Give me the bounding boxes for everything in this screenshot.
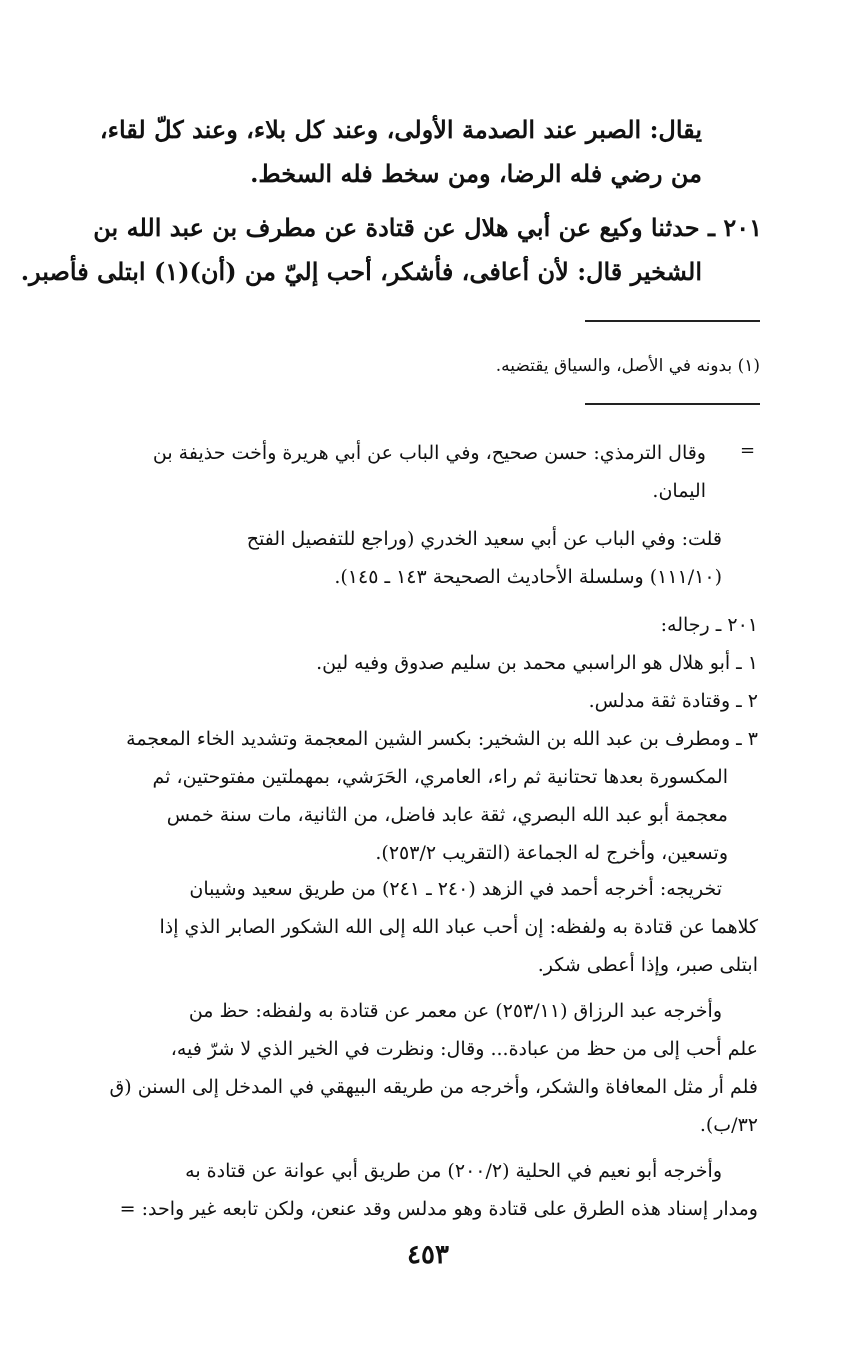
- text-line: وأخرجه أبو نعيم في الحلية (٢٠٠/٢) من طريق أبي عوانة عن قتادة به: [185, 1160, 722, 1182]
- main-paragraph-1: [66, 108, 702, 196]
- text-line: يقال: الصبر عند الصدمة الأولى، وعند كل بلاء، وعند كلّ لقاء،: [99, 115, 702, 144]
- text-line: ٢٠١ ـ حدثنا وكيع عن أبي هلال عن قتادة عن مطرف بن عبد الله بن: [93, 213, 762, 242]
- text-line: اليمان.: [652, 480, 706, 502]
- text-line: ٣٢/ب).: [699, 1114, 758, 1136]
- rijal-heading: ٢٠١ ـ رجاله:: [660, 614, 758, 636]
- rijal-item-2: ٢ ـ وقتادة ثقة مدلس.: [588, 690, 758, 712]
- text-line: قلت: وفي الباب عن أبي سعيد الخدري (وراجع للتفصيل الفتح: [246, 528, 722, 550]
- text-line: كلاهما عن قتادة به ولفظه: إن أحب عباد الله إلى الله الشكور الصابر الذي إذا: [159, 916, 758, 938]
- abdurrazzaq-paragraph: [66, 992, 758, 1144]
- text-line: تخريجه: أخرجه أحمد في الزهد (٢٤٠ ـ ٢٤١) من طريق سعيد وشيبان: [189, 878, 722, 900]
- page-number: ٤٥٣: [407, 1240, 449, 1270]
- text-line: ومدار إسناد هذه الطرق على قتادة وهو مدلس وقد عنعن، ولكن تابعه غير واحد: =: [119, 1198, 758, 1220]
- text-line: الشخير قال: لأن أعافى، فأشكر، أحب إليّ من (أن)(١) ابتلى فأصبر.: [20, 257, 702, 286]
- main-paragraph-2: [20, 206, 762, 294]
- text-line: علم أحب إلى من حظ من عبادة... وقال: ونظرت في الخير الذي لا شرّ فيه،: [170, 1038, 758, 1060]
- commentary-paragraph-tirmidhi: [66, 434, 706, 510]
- rijal-section: [66, 606, 758, 872]
- rijal-item-3: ٣ ـ ومطرف بن عبد الله بن الشخير: بكسر الشين المعجمة وتشديد الخاء المعجمة: [126, 728, 758, 750]
- abu-nuaym-paragraph: [66, 1152, 758, 1228]
- commentary-paragraph-qultu: [66, 520, 722, 596]
- text-line: المكسورة بعدها تحتانية ثم راء، العامري، الحَرَشي، بمهملتين مفتوحتين، ثم: [152, 766, 728, 788]
- text-line: وتسعين، وأخرج له الجماعة (التقريب ٢٥٣/٢).: [375, 842, 728, 864]
- footnote: [300, 352, 760, 380]
- takhrij-paragraph: [66, 870, 758, 984]
- text-line: معجمة أبو عبد الله البصري، ثقة عابد فاضل، من الثانية، مات سنة خمس: [166, 804, 728, 826]
- footnote-text: (١) بدونه في الأصل، والسياق يقتضيه.: [495, 356, 760, 376]
- footnote-rule: [585, 320, 760, 322]
- text-line: ابتلى صبر، وإذا أعطى شكر.: [537, 954, 758, 976]
- text-line: (١١١/١٠) وسلسلة الأحاديث الصحيحة ١٤٣ ـ ١٤٥).: [334, 566, 722, 588]
- commentary-rule: [585, 403, 760, 405]
- text-line: وقال الترمذي: حسن صحيح، وفي الباب عن أبي هريرة وأخت حذيفة بن: [152, 442, 706, 464]
- rijal-item-1: ١ ـ أبو هلال هو الراسبي محمد بن سليم صدوق وفيه لين.: [316, 652, 758, 674]
- text-line: من رضي فله الرضا، ومن سخط فله السخط.: [250, 159, 702, 188]
- text-line: وأخرجه عبد الرزاق (٢٥٣/١١) عن معمر عن قتادة به ولفظه: حظ من: [188, 1000, 722, 1022]
- text-line: فلم أر مثل المعافاة والشكر، وأخرجه من طريقه البيهقي في المدخل إلى السنن (ق: [109, 1076, 758, 1098]
- continuation-mark: =: [740, 440, 756, 461]
